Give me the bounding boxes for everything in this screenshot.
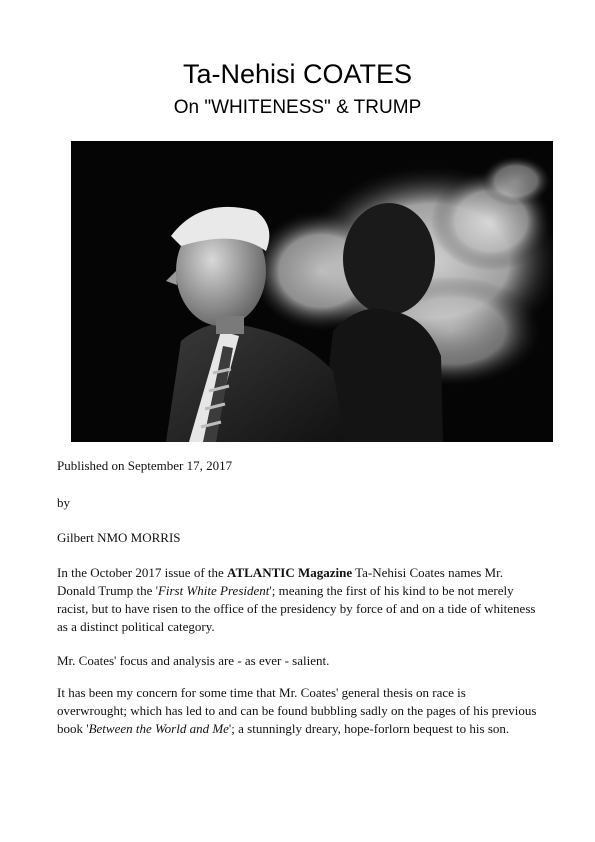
- document-subtitle: On "WHITENESS" & TRUMP: [173, 97, 422, 118]
- book-title: Between the World and Me: [88, 721, 229, 736]
- paragraph-1-intro: In the October 2017 issue of the: [57, 565, 228, 580]
- paragraph-2: Mr. Coates' focus and analysis are - as ever - salient.: [57, 653, 330, 668]
- document-title: Ta-Nehisi COATES: [182, 59, 413, 89]
- paragraph-1-middle: Ta-Nehisi Coates names Mr. Donald Trump the ': [57, 565, 503, 598]
- paragraph-3-intro: It has been my concern for some time that Mr. Coates' general thesis on race is overwrought; which has led to and can be found bubbling sadly on the pages of his previous book ': [57, 685, 537, 736]
- published-date: Published on September 17, 2017: [57, 458, 233, 473]
- magazine-name: ATLANTIC Magazine: [227, 565, 353, 580]
- paragraph-1: [57, 564, 537, 636]
- paragraph-3: [57, 684, 537, 738]
- paragraph-3-rest: '; a stunningly dreary, hope-forlorn bequest to his son.: [228, 721, 510, 736]
- quoted-title: First White President: [157, 583, 270, 598]
- portrait-illustration: [71, 141, 553, 442]
- byline-label: by: [57, 495, 70, 510]
- paragraph-1-rest: '; meaning the first of his kind to be not merely racist, but to have risen to the office of the presidency by force of and on a tide of whiteness as a distinct political category.: [57, 583, 536, 634]
- author-name: Gilbert NMO MORRIS: [57, 530, 181, 545]
- portrait-photo: [71, 141, 553, 442]
